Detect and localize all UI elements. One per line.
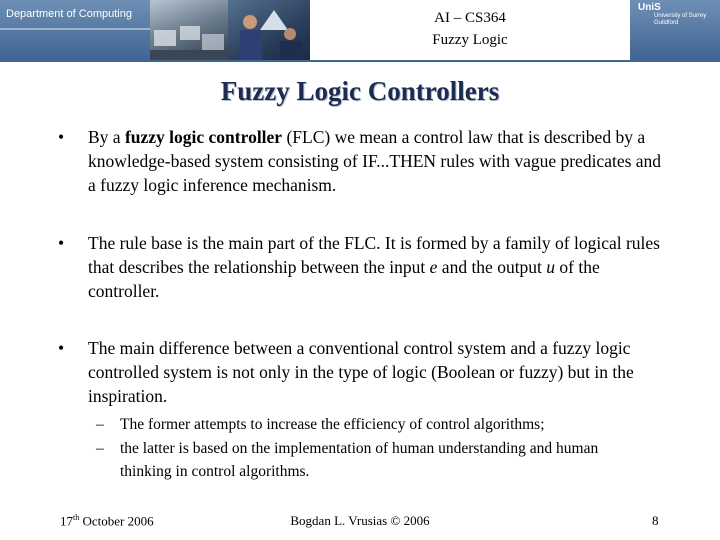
bullet-1-text [88, 125, 666, 197]
footer-date-rest: October 2006 [79, 513, 154, 529]
header-photo-students [228, 0, 310, 60]
bullet-3-text: The main difference between a conventional control system and a fuzzy logic controlled system is not only in the type of logic (Boolean or fuzzy) but in the inspiration. [88, 338, 634, 406]
unis-logo: UniS [638, 2, 661, 13]
header-rule [0, 60, 720, 62]
bullet-marker: • [58, 127, 65, 147]
bullet-marker: • [58, 338, 65, 358]
bullet-2-var-e: e [429, 257, 438, 277]
course-title-box [310, 0, 630, 60]
footer-date-day: 17 [60, 513, 73, 529]
students-photo-graphic [228, 0, 310, 60]
page-number: 8 [652, 513, 659, 528]
department-label: Department of Computing [6, 8, 132, 20]
subbullet-1-text: The former attempts to increase the efficiency of control algorithms; [120, 416, 545, 433]
bullet-2-var-u: u [546, 257, 556, 277]
slide-title: Fuzzy Logic Controllers [220, 76, 500, 106]
footer-author: Bogdan L. Vrusias © 2006 [290, 513, 430, 528]
university-banner [630, 0, 720, 60]
bullet-1-part1: By a [88, 127, 125, 147]
department-banner [0, 0, 150, 60]
header-photo-lab [150, 0, 228, 60]
subbullet-2-text: the latter is based on the implementation of human understanding and human thinking in control algorithms. [120, 440, 599, 480]
bullet-1-part2: (FLC) we mean a control law that is described by a knowledge-based system consisting of IF...THEN rules with vague predicates and a fuzzy logic inference mechanism. [88, 127, 662, 195]
bullet-2-text [88, 231, 666, 303]
course-code: AI – CS364 [434, 10, 506, 26]
lab-photo-graphic [150, 0, 228, 60]
slide-header [0, 0, 720, 60]
bullet-2-part3: of the controller. [88, 257, 600, 301]
bullet-marker: • [58, 233, 65, 253]
department-divider [0, 28, 150, 30]
bullet-2-part1: The rule base is the main part of the FLC. It is formed by a family of logical rules that describes the relationship between the input [88, 233, 660, 277]
course-title: Fuzzy Logic [432, 32, 508, 48]
subbullet-marker: – [96, 416, 104, 433]
bullet-2-part2: and the output [437, 257, 547, 277]
bullet-1-bold-term: fuzzy logic controller [124, 127, 283, 147]
footer-date-suffix: th [73, 513, 80, 522]
subbullet-marker: – [96, 440, 104, 457]
university-name: University of Surrey Guildford [654, 13, 707, 26]
